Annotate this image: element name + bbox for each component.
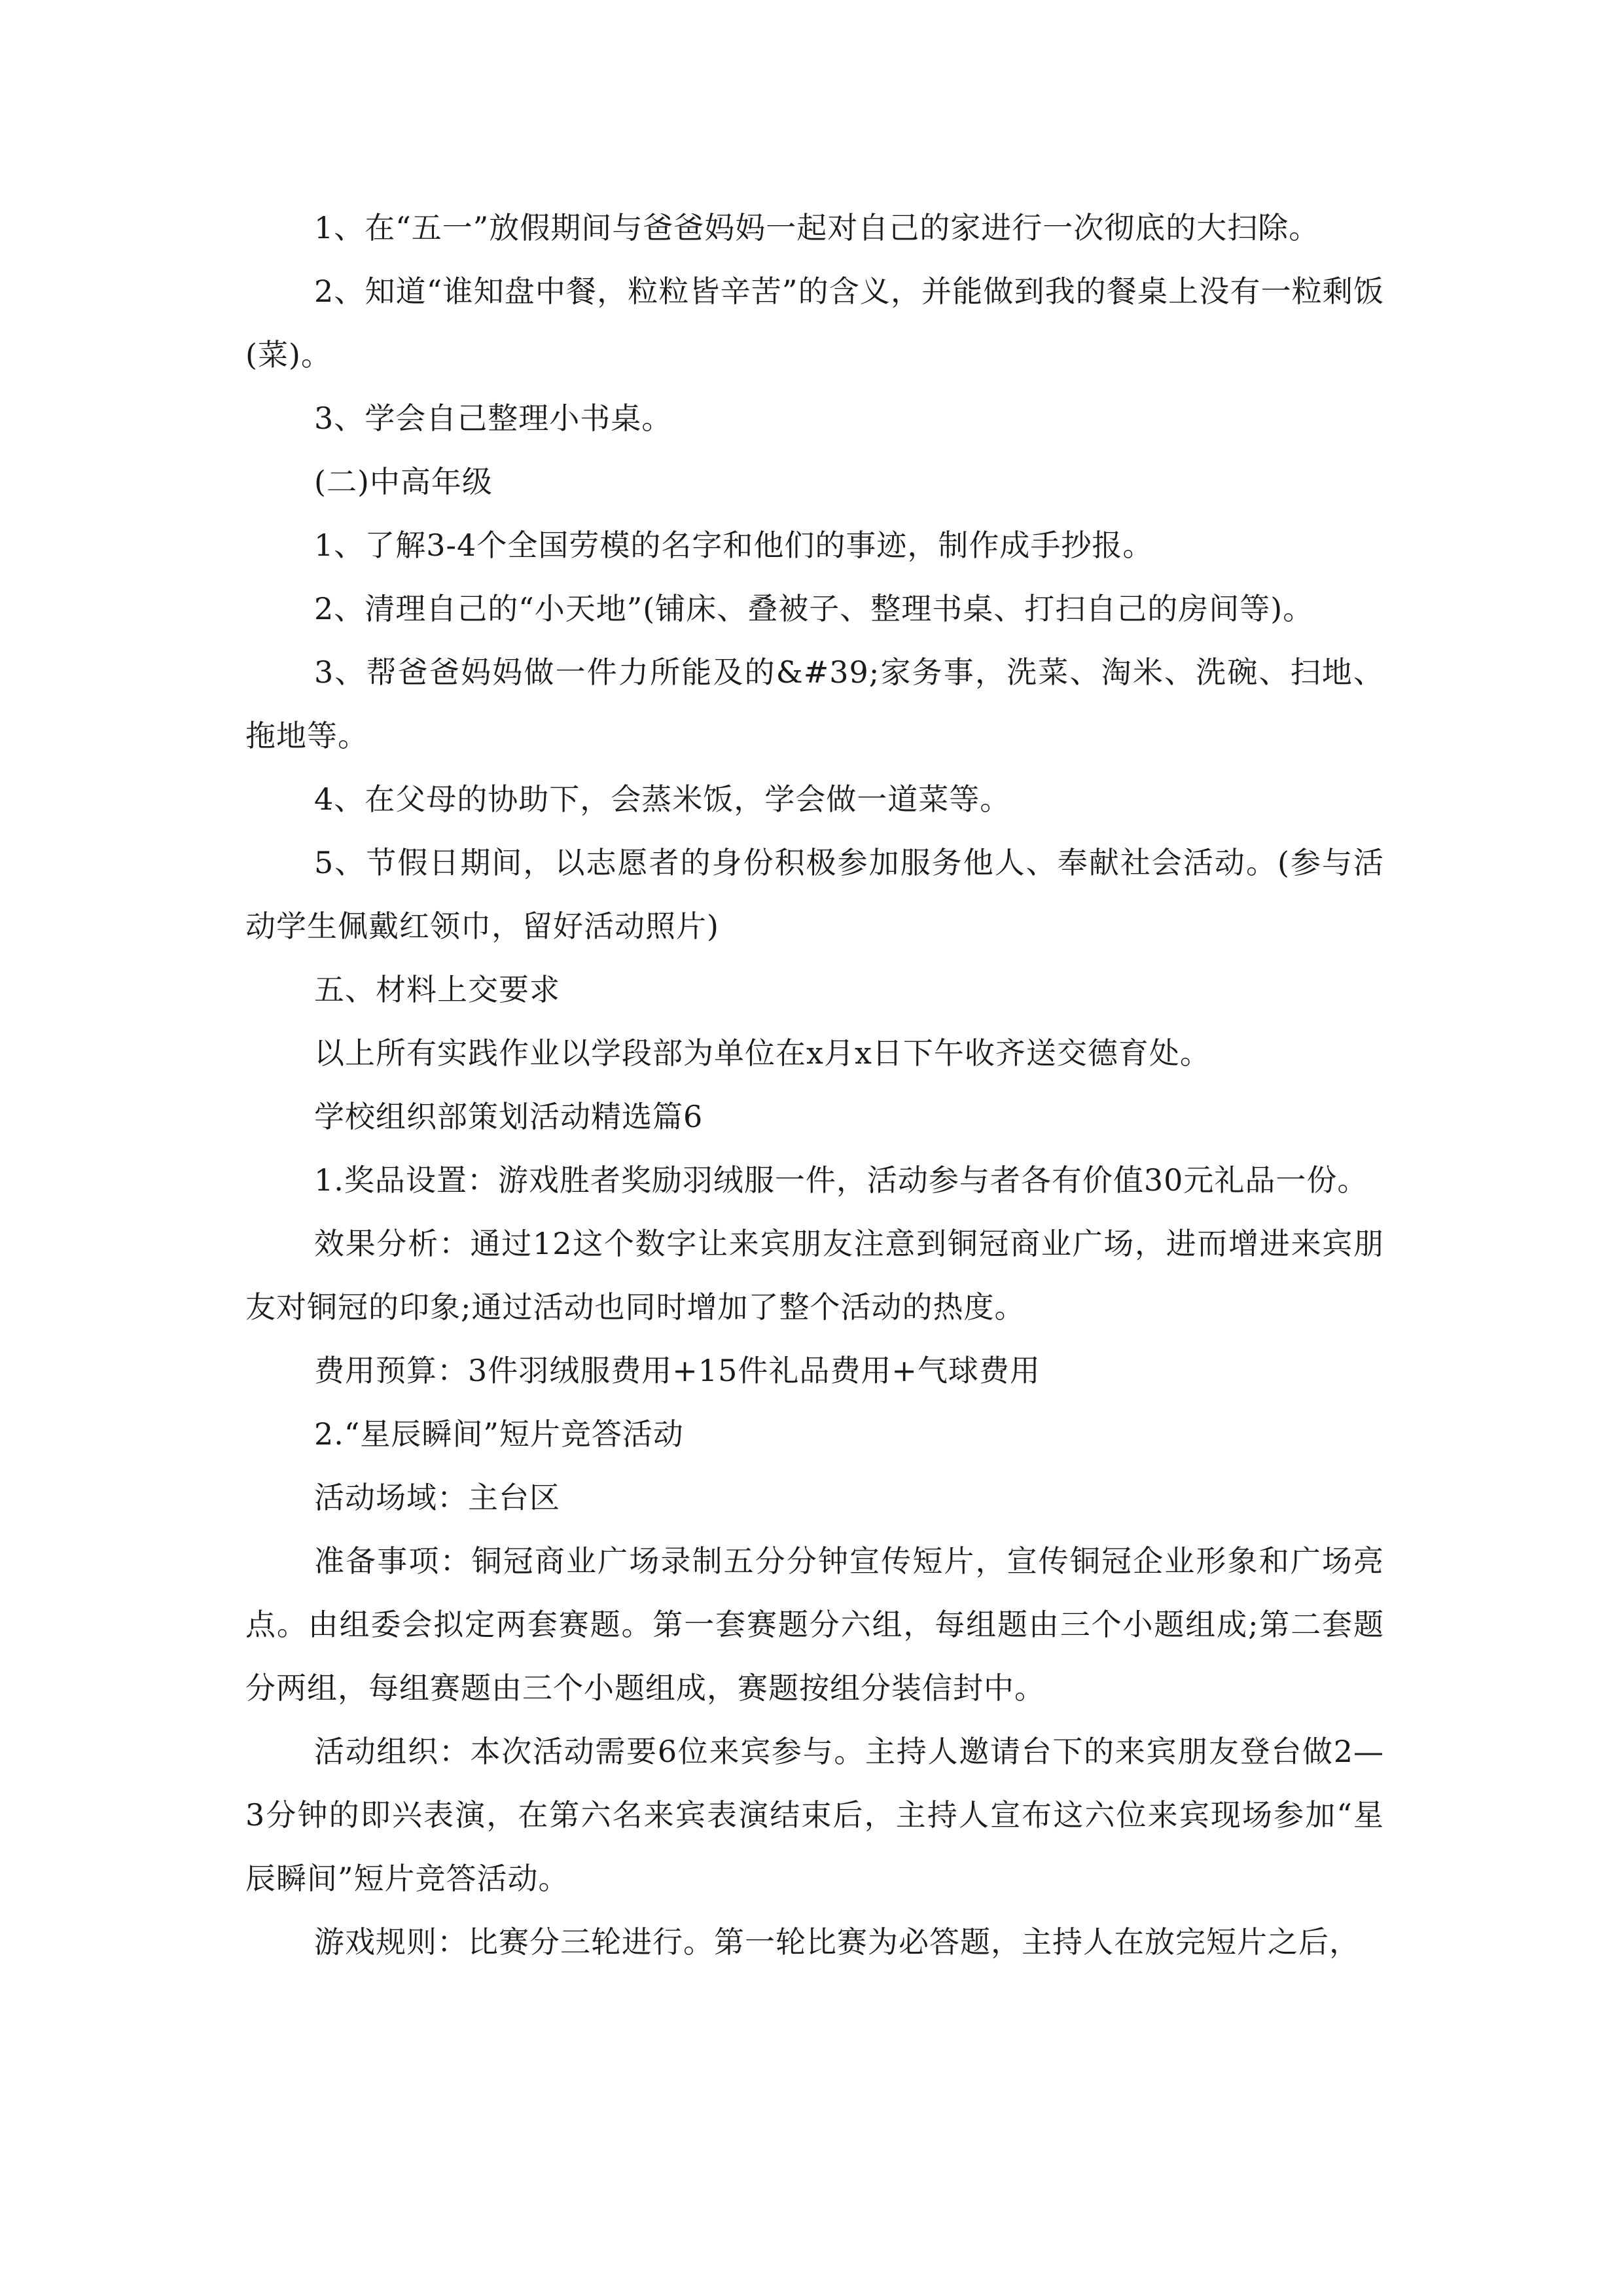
article-title: 学校组织部策划活动精选篇6 bbox=[314, 1099, 704, 1134]
paragraph-12: 费用预算：3件羽绒服费用+15件礼品费用+气球费用 bbox=[314, 1353, 1041, 1388]
paragraph-11: 效果分析：通过12这个数字让来宾朋友注意到铜冠商业广场，进而增进来宾朋友对铜冠的印象;通过活动也同时增加了整个活动的热度。 bbox=[245, 1226, 1384, 1325]
paragraph-16: 活动组织：本次活动需要6位来宾参与。主持人邀请台下的来宾朋友登台做2—3分钟的即兴表演，在第六名来宾表演结束后，主持人宣布这六位来宾现场参加“星辰瞬间”短片竞答活动。 bbox=[245, 1734, 1384, 1896]
paragraph-17: 游戏规则：比赛分三轮进行。第一轮比赛为必答题，主持人在放完短片之后， bbox=[314, 1924, 1360, 1960]
section-heading-grade: (二)中高年级 bbox=[314, 464, 493, 499]
paragraph-5: 2、清理自己的“小天地”(铺床、叠被子、整理书桌、打扫自己的房间等)。 bbox=[314, 591, 1314, 626]
document-body bbox=[245, 196, 1384, 1974]
paragraph-2: 2、知道“谁知盘中餐，粒粒皆辛苦”的含义，并能做到我的餐桌上没有一粒剩饭(菜)。 bbox=[245, 274, 1384, 372]
paragraph-14: 活动场域：主台区 bbox=[314, 1480, 560, 1515]
paragraph-6: 3、帮爸爸妈妈做一件力所能及的&#39;家务事，洗菜、淘米、洗碗、扫地、拖地等。 bbox=[245, 655, 1384, 753]
paragraph-4: 1、了解3-4个全国劳模的名字和他们的事迹，制作成手抄报。 bbox=[314, 528, 1154, 563]
paragraph-1: 1、在“五一”放假期间与爸爸妈妈一起对自己的家进行一次彻底的大扫除。 bbox=[314, 210, 1320, 245]
section-heading-materials: 五、材料上交要求 bbox=[314, 972, 560, 1007]
paragraph-9: 以上所有实践作业以学段部为单位在x月x日下午收齐送交德育处。 bbox=[314, 1035, 1211, 1071]
paragraph-8: 5、节假日期间，以志愿者的身份积极参加服务他人、奉献社会活动。(参与活动学生佩戴红领巾，留好活动照片) bbox=[245, 845, 1384, 944]
paragraph-10: 1.奖品设置：游戏胜者奖励羽绒服一件，活动参与者各有价值30元礼品一份。 bbox=[314, 1162, 1368, 1198]
paragraph-3: 3、学会自己整理小书桌。 bbox=[314, 401, 673, 436]
paragraph-13: 2.“星辰瞬间”短片竞答活动 bbox=[314, 1416, 684, 1452]
paragraph-7: 4、在父母的协助下，会蒸米饭，学会做一道菜等。 bbox=[314, 781, 1011, 817]
paragraph-15: 准备事项：铜冠商业广场录制五分分钟宣传短片，宣传铜冠企业形象和广场亮点。由组委会拟定两套赛题。第一套赛题分六组，每组题由三个小题组成;第二套题分两组，每组赛题由三个小题组成，赛题按组分装信封中。 bbox=[245, 1543, 1384, 1706]
